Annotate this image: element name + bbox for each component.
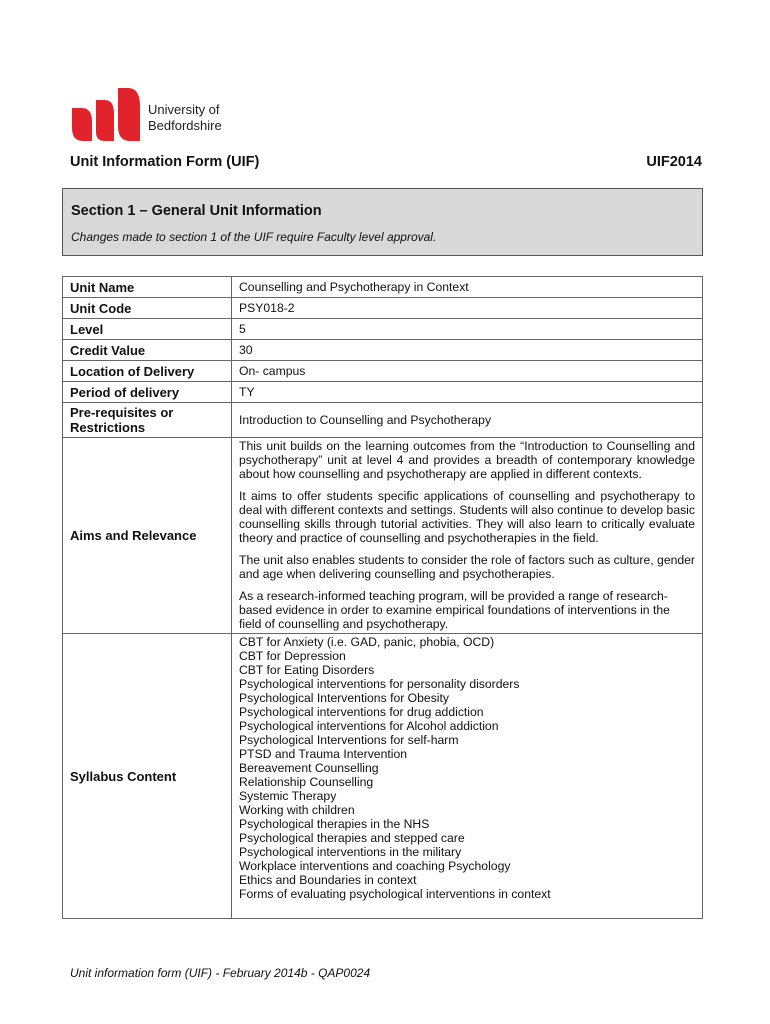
syllabus-label: Syllabus Content (63, 634, 232, 919)
section-header (62, 188, 703, 256)
table-row (63, 319, 703, 340)
table-row (63, 298, 703, 319)
prereq-label: Pre-requisites or Restrictions (63, 403, 232, 438)
location-label: Location of Delivery (63, 361, 232, 382)
table-row (63, 438, 703, 634)
table-row (63, 277, 703, 298)
table-row (63, 634, 703, 919)
aims-value (232, 438, 703, 634)
section-title: Section 1 – General Unit Information (71, 203, 322, 219)
list-item: CBT for Eating Disorders (239, 663, 375, 677)
form-title: Unit Information Form (UIF) (70, 154, 260, 170)
logo-line-2: Bedfordshire (148, 118, 222, 133)
list-item: Bereavement Counselling (239, 761, 379, 775)
list-item: CBT for Depression (239, 649, 346, 663)
logo-line-1: University of (148, 102, 220, 117)
page-footer: Unit information form (UIF) - February 2014b - QAP0024 (70, 966, 371, 980)
aims-paragraph-4: As a research-informed teaching program, will be provided a range of research-based evidence in order to examine empirical foundations of interventions in the field of counselling and psychotherapy. (239, 589, 670, 631)
university-logo (70, 86, 230, 144)
list-item: Systemic Therapy (239, 789, 337, 803)
level-value: 5 (232, 319, 703, 340)
table-row (63, 382, 703, 403)
credit-value-value: 30 (232, 340, 703, 361)
table-row (63, 340, 703, 361)
aims-label: Aims and Relevance (63, 438, 232, 634)
unit-code-value: PSY018-2 (232, 298, 703, 319)
list-item: Workplace interventions and coaching Psychology (239, 859, 511, 873)
list-item: Ethics and Boundaries in context (239, 873, 417, 887)
list-item: Psychological therapies and stepped care (239, 831, 465, 845)
list-item: Psychological interventions in the military (239, 845, 462, 859)
table-row (63, 361, 703, 382)
table-row (63, 403, 703, 438)
list-item: Psychological therapies in the NHS (239, 817, 430, 831)
unit-info-table (62, 276, 703, 919)
aims-paragraph-3: The unit also enables students to consider the role of factors such as culture, gender and age when delivering counselling and psychotherapies. (239, 553, 695, 581)
logo-mark-icon (70, 86, 142, 144)
syllabus-value (232, 634, 703, 919)
aims-paragraph-1: This unit builds on the learning outcomes from the “Introduction to Counselling and psychotherapy” unit at level 4 and provides a breadth of contemporary knowledge about how counselling and psychotherapy are applied in different contexts. (239, 439, 695, 481)
level-label: Level (63, 319, 232, 340)
logo-text (148, 102, 222, 134)
list-item: PTSD and Trauma Intervention (239, 747, 407, 761)
unit-name-value: Counselling and Psychotherapy in Context (232, 277, 703, 298)
syllabus-list (239, 635, 695, 901)
list-item: Psychological Interventions for self-harm (239, 733, 459, 747)
list-item: Relationship Counselling (239, 775, 374, 789)
unit-name-label: Unit Name (63, 277, 232, 298)
section-note: Changes made to section 1 of the UIF require Faculty level approval. (71, 230, 437, 244)
period-label: Period of delivery (63, 382, 232, 403)
period-value: TY (232, 382, 703, 403)
unit-code-label: Unit Code (63, 298, 232, 319)
list-item: CBT for Anxiety (i.e. GAD, panic, phobia, OCD) (239, 635, 495, 649)
prereq-value: Introduction to Counselling and Psychotherapy (232, 403, 703, 438)
list-item: Psychological interventions for Alcohol addiction (239, 719, 499, 733)
list-item: Psychological interventions for drug addiction (239, 705, 484, 719)
credit-value-label: Credit Value (63, 340, 232, 361)
location-value: On- campus (232, 361, 703, 382)
list-item: Forms of evaluating psychological interventions in context (239, 887, 551, 901)
form-code: UIF2014 (646, 154, 702, 170)
aims-paragraph-2: It aims to offer students specific applications of counselling and psychotherapy to deal with different contexts and settings. Students will also continue to develop basic counselling skills through tutorial activities. They will also learn to critically evaluate theory and practice of counselling and psychotherapies in the field. (239, 489, 695, 545)
list-item: Working with children (239, 803, 355, 817)
list-item: Psychological interventions for personality disorders (239, 677, 520, 691)
list-item: Psychological Interventions for Obesity (239, 691, 449, 705)
